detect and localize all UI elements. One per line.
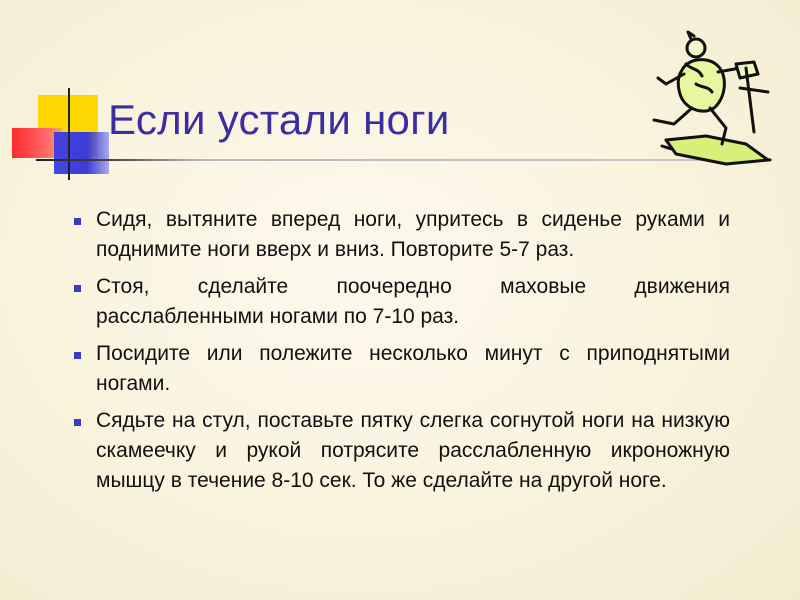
bullet-list — [96, 205, 730, 503]
bullet-text: Стоя, сделайте поочередно маховые движения расслабленными ногами по 7-10 раз. — [96, 275, 730, 328]
list-item — [96, 406, 730, 496]
bullet-text: Посидите или полежите несколько минут с приподнятыми ногами. — [96, 342, 730, 395]
square-bullet-icon — [74, 352, 81, 359]
square-bullet-icon — [74, 285, 81, 292]
decor-vertical-line — [68, 88, 70, 180]
bullet-text: Сядьте на стул, поставьте пятку слегка согнутой ноги на низкую скамеечку и рукой потрясите расслабленную икроножную мышцу в течение 8-10 сек. То же сделайте на другой ноге. — [96, 409, 730, 492]
bullet-text: Сидя, вытяните вперед ноги, упритесь в сиденье руками и поднимите ноги вверх и вниз. Повторите 5-7 раз. — [96, 208, 730, 261]
square-bullet-icon — [74, 419, 81, 426]
list-item — [96, 339, 730, 399]
list-item — [96, 205, 730, 265]
decor-square-blue — [54, 132, 109, 174]
square-bullet-icon — [74, 218, 81, 225]
slide-title: Если устали ноги — [108, 96, 450, 143]
runner-figure-icon — [636, 28, 776, 168]
list-item — [96, 272, 730, 332]
